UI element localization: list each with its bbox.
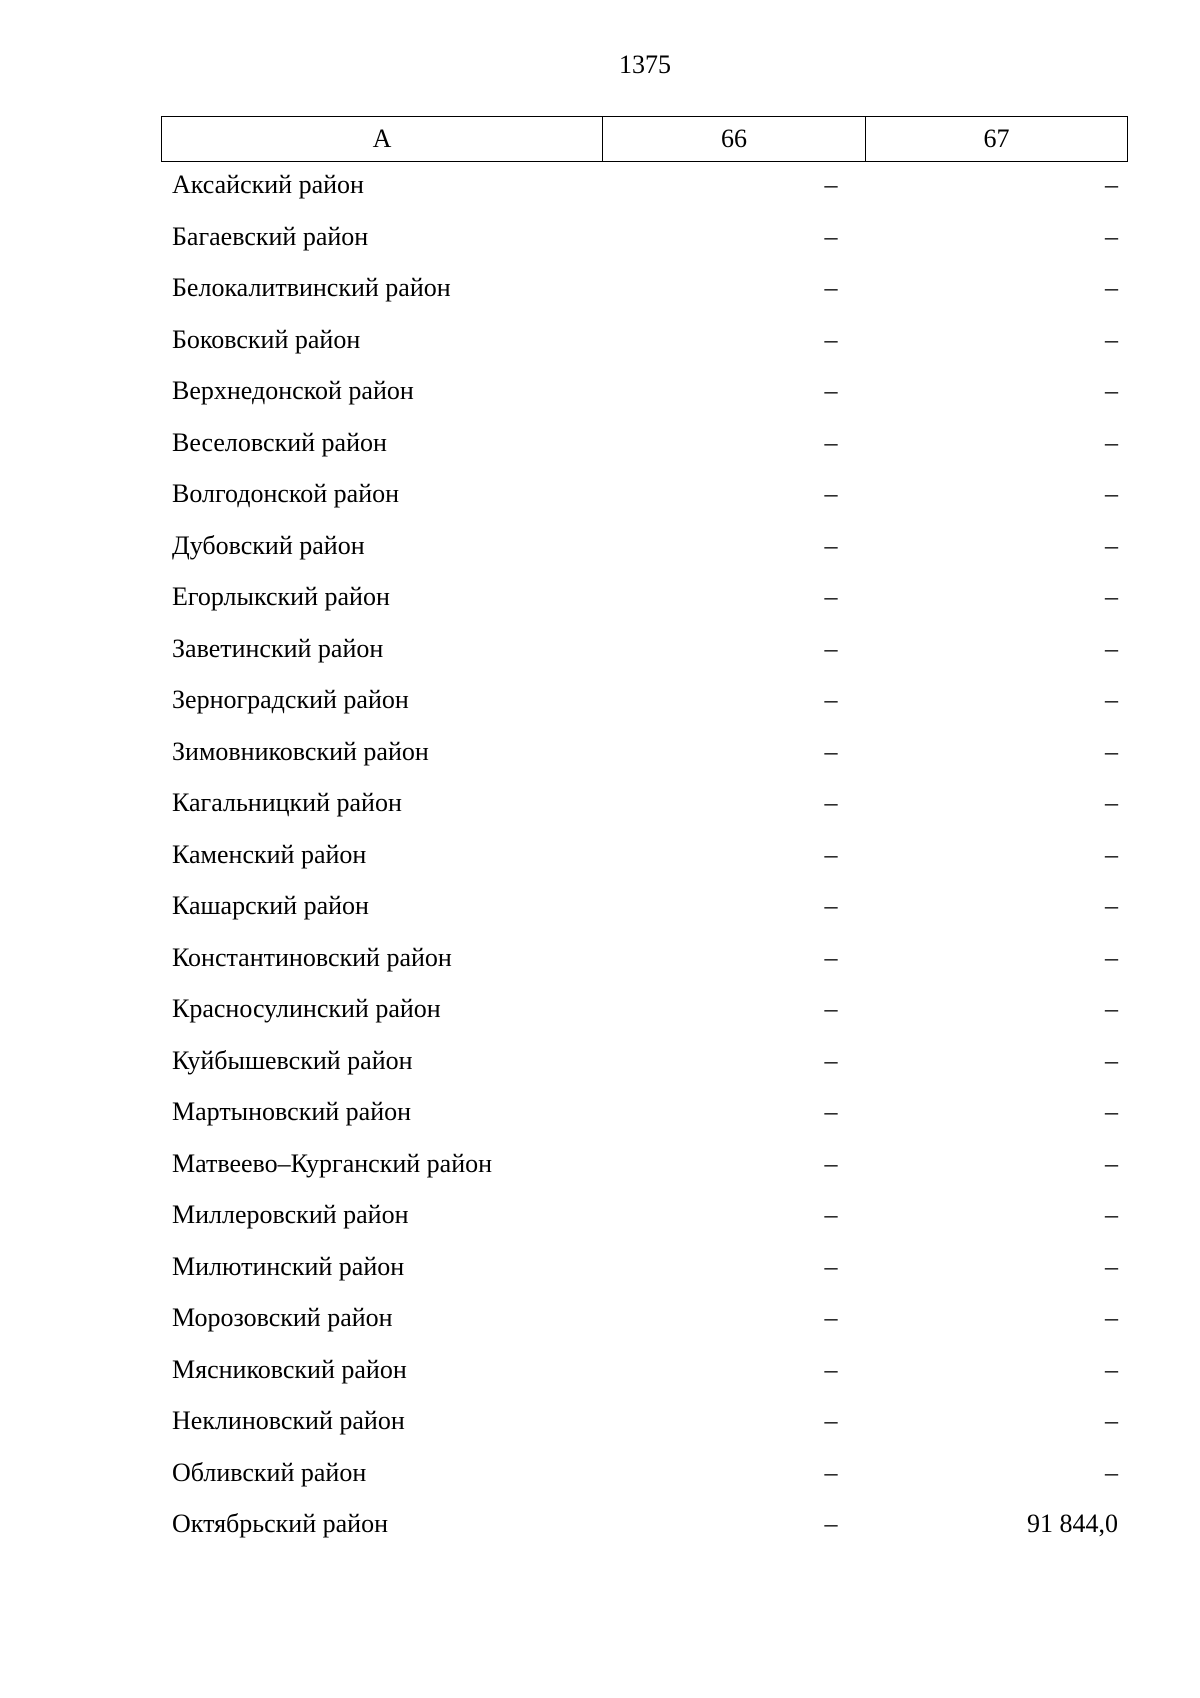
cell-67: – — [1105, 1354, 1118, 1384]
row-name: Багаевский район — [172, 221, 369, 251]
row-name: Боковский район — [172, 324, 361, 354]
table-row — [161, 262, 1128, 314]
header-cell-67: 67 — [983, 124, 1010, 153]
row-name: Веселовский район — [172, 427, 387, 457]
table-row — [161, 571, 1128, 623]
table-row — [161, 1240, 1128, 1292]
cell-67: – — [1105, 736, 1118, 766]
cell-66: – — [824, 376, 838, 405]
table-row — [161, 519, 1128, 571]
cell-67: – — [1105, 530, 1118, 560]
row-name: Морозовский район — [172, 1303, 393, 1332]
table-row — [161, 1446, 1128, 1498]
cell-67: – — [1105, 1251, 1118, 1281]
row-name: Аксайский район — [172, 170, 364, 199]
cell-66: – — [824, 839, 838, 869]
cell-67: – — [1105, 376, 1118, 405]
table-row — [161, 1292, 1128, 1344]
table-row — [161, 777, 1128, 829]
row-name: Неклиновский район — [172, 1406, 405, 1435]
row-name: Кашарский район — [172, 891, 369, 920]
cell-66: – — [824, 1097, 838, 1126]
cell-66: – — [824, 1045, 838, 1075]
header-cell-66: 66 — [603, 117, 866, 161]
table-row — [161, 313, 1128, 365]
table-row — [161, 1034, 1128, 1086]
cell-66: – — [824, 942, 838, 972]
table-row — [161, 880, 1128, 932]
cell-66: – — [824, 1200, 838, 1229]
cell-67: – — [1105, 479, 1118, 508]
cell-67: – — [1105, 1097, 1118, 1126]
cell-66: – — [824, 994, 838, 1023]
cell-67: – — [1105, 1406, 1118, 1435]
row-name: Белокалитвинский район — [172, 273, 451, 302]
table-row — [161, 365, 1128, 417]
cell-66: – — [824, 1509, 838, 1538]
row-name: Волгодонской район — [172, 479, 400, 508]
cell-66: – — [824, 273, 838, 302]
table-row — [161, 622, 1128, 674]
cell-67: – — [1105, 427, 1118, 457]
row-name: Кагальницкий район — [172, 788, 402, 817]
cell-66: – — [824, 530, 838, 560]
cell-66: – — [824, 685, 838, 714]
row-name: Матвеево–Курганский район — [172, 1148, 493, 1178]
row-name: Зимовниковский район — [172, 736, 429, 766]
table-row — [161, 1189, 1128, 1241]
cell-67: – — [1105, 1148, 1118, 1178]
cell-67: – — [1105, 1457, 1118, 1487]
table-row — [161, 210, 1128, 262]
row-name: Обливский район — [172, 1457, 367, 1487]
cell-67: – — [1105, 1045, 1118, 1075]
cell-66: – — [824, 324, 838, 354]
table-row — [161, 1137, 1128, 1189]
cell-67: – — [1105, 221, 1118, 251]
cell-66: – — [824, 1354, 838, 1384]
cell-67: – — [1105, 273, 1118, 302]
cell-67: – — [1105, 685, 1118, 714]
row-name: Зерноградский район — [172, 685, 409, 714]
table-row — [161, 828, 1128, 880]
cell-67: – — [1105, 891, 1118, 920]
table-row — [161, 1395, 1128, 1447]
row-name: Миллеровский район — [172, 1200, 409, 1229]
row-name: Верхнедонской район — [172, 376, 414, 405]
cell-67: – — [1105, 839, 1118, 869]
cell-66: – — [824, 1148, 838, 1178]
cell-66: – — [824, 1406, 838, 1435]
cell-66: – — [824, 633, 838, 663]
cell-67: – — [1105, 994, 1118, 1023]
table-row — [161, 674, 1128, 726]
cell-67: – — [1105, 582, 1118, 611]
row-name: Мартыновский район — [172, 1097, 412, 1126]
table-row — [161, 1498, 1128, 1550]
cell-67: 91 844,0 — [1027, 1509, 1118, 1538]
header-cell-a: А — [162, 117, 603, 161]
table-header — [161, 116, 1128, 162]
table-row — [161, 931, 1128, 983]
row-name: Куйбышевский район — [172, 1045, 413, 1075]
row-name: Каменский район — [172, 839, 367, 869]
table-body — [161, 166, 1128, 1549]
row-name: Красносулинский район — [172, 994, 441, 1023]
cell-66: – — [824, 736, 838, 766]
page-number: 1375 — [619, 50, 671, 79]
table-row — [161, 416, 1128, 468]
cell-66: – — [824, 221, 838, 251]
cell-67: – — [1105, 633, 1118, 663]
row-name: Дубовский район — [172, 530, 365, 560]
cell-66: – — [824, 479, 838, 508]
cell-67: – — [1105, 170, 1118, 199]
cell-67: – — [1105, 1303, 1118, 1332]
table-row — [161, 166, 1128, 210]
row-name: Константиновский район — [172, 942, 452, 972]
table-row — [161, 725, 1128, 777]
row-name: Октябрьский район — [172, 1509, 388, 1538]
table-row — [161, 468, 1128, 520]
cell-67: – — [1105, 324, 1118, 354]
table-row — [161, 1343, 1128, 1395]
row-name: Милютинский район — [172, 1251, 405, 1281]
cell-66: – — [824, 1457, 838, 1487]
cell-66: – — [824, 427, 838, 457]
table-row — [161, 1086, 1128, 1138]
cell-66: – — [824, 170, 838, 199]
row-name: Егорлыкский район — [172, 582, 390, 611]
row-name: Заветинский район — [172, 633, 384, 663]
cell-66: – — [824, 1303, 838, 1332]
cell-67: – — [1105, 788, 1118, 817]
cell-67: – — [1105, 942, 1118, 972]
cell-66: – — [824, 788, 838, 817]
table-row — [161, 983, 1128, 1035]
cell-67: – — [1105, 1200, 1118, 1229]
cell-66: – — [824, 1251, 838, 1281]
cell-66: – — [824, 891, 838, 920]
cell-66: – — [824, 582, 838, 611]
row-name: Мясниковский район — [172, 1354, 407, 1384]
